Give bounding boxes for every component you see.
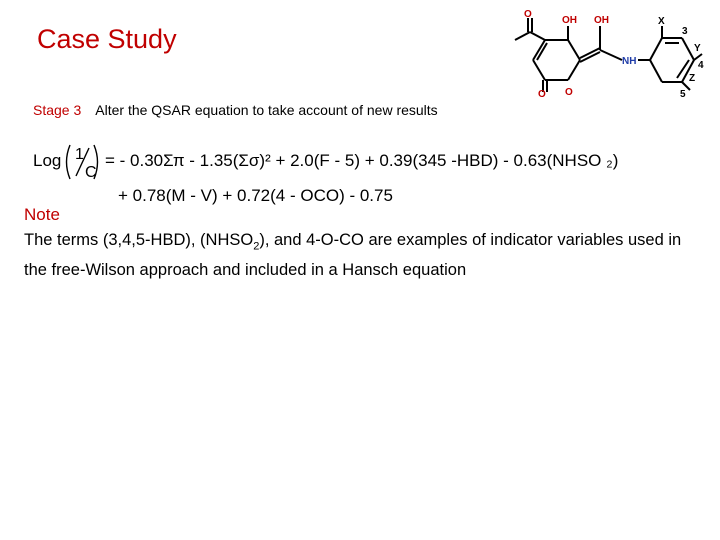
note-text-part1: The terms (3,4,5-HBD), (NHSO xyxy=(24,231,254,249)
atom-label-o-ring: O xyxy=(565,87,573,98)
stage-label: Stage 3 xyxy=(33,102,82,118)
log-label: Log xyxy=(33,151,62,170)
substituent-y: Y xyxy=(694,43,701,54)
position-4: 4 xyxy=(698,60,704,71)
substituent-z: Z xyxy=(689,73,696,84)
stage-text: Alter the QSAR equation to take account of new results xyxy=(95,102,438,118)
atom-label-nh: NH xyxy=(622,56,637,67)
substituent-x: X xyxy=(658,16,665,27)
atom-label-oh-2: OH xyxy=(594,15,609,26)
atom-label-o-1: O xyxy=(524,9,532,20)
slide-title: Case Study xyxy=(37,24,177,54)
equation-rhs: = - 0.30Σπ - 1.35(Σσ)² + 2.0(F - 5) + 0.39(345 -HBD) - 0.63(NHSO ₂) xyxy=(105,151,619,170)
note-text-part2: ), and 4-O-CO are examples of indicator variables used in the free-Wilson approach and included in a Hansch equation xyxy=(24,231,682,280)
chemical-structure xyxy=(490,8,705,98)
fraction-parens-icon xyxy=(63,142,101,182)
equation-line-2: + 0.78(M - V) + 0.72(4 - OCO) - 0.75 xyxy=(118,186,393,205)
note-label: Note xyxy=(24,205,60,224)
reciprocal-fraction xyxy=(63,142,101,182)
position-3: 3 xyxy=(682,26,688,37)
atom-label-oh-1: OH xyxy=(562,15,577,26)
note-subscript: 2 xyxy=(253,240,260,253)
position-5: 5 xyxy=(680,89,686,98)
note-text xyxy=(24,228,704,282)
fraction-numerator: 1 xyxy=(75,146,84,163)
fraction-denominator: C xyxy=(85,164,97,181)
molecule-diagram xyxy=(490,8,705,98)
stage-line xyxy=(33,102,438,118)
atom-label-o-carbonyl: O xyxy=(538,89,546,98)
